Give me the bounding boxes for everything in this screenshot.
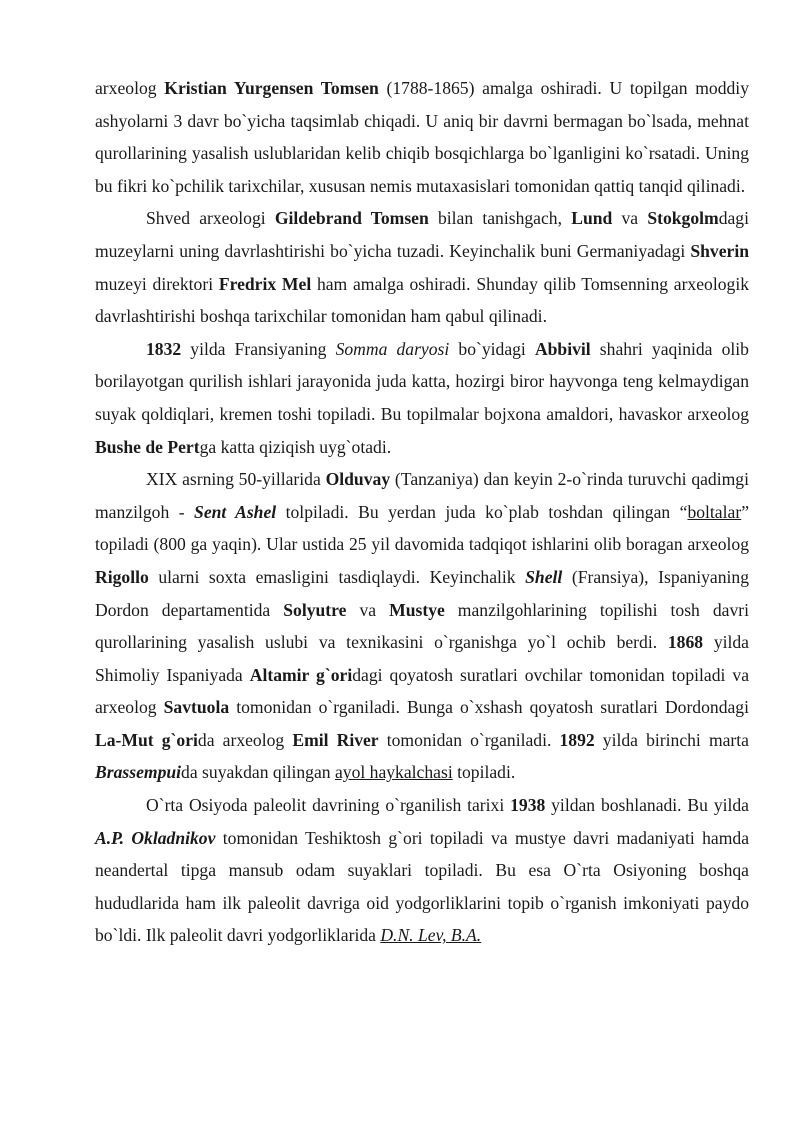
text-run: dagi qoyatosh suratlari ovchilar tomonidan topiladi va arxeolog xyxy=(95,664,750,718)
text-run: A.P. Okladnikov xyxy=(95,827,216,848)
text-run: Kristian Yurgensen Tomsen xyxy=(164,78,379,98)
text-run: dagi muzeylarni uning davrlashtirishi bo`yicha tuzadi. Keyinchalik buni Germaniyadagi xyxy=(95,208,749,261)
text-run: (Fransiya), Ispaniyaning Dordon departamentida xyxy=(95,566,749,620)
text-run: Abbivil xyxy=(534,338,591,359)
text-run: tomonidan Teshiktosh g`ori topiladi va mustye davri madaniyati hamda neandertal tipga mansub odam suyaklari topiladi. Bu esa O`rta Osiyoning boshqa hududlarida ham ilk paleolit davriga oid yodgorliklarini topib o`rganish imkoniyati paydo bo`ldi. Ilk paleolit davri yodgorliklarida xyxy=(95,827,750,946)
text-run: bilan tanishgach, xyxy=(428,208,572,229)
paragraph-3 xyxy=(95,333,749,463)
text-run: yilda Shimoliy Ispaniyada xyxy=(95,632,749,685)
text-run: arxeolog xyxy=(95,78,165,98)
text-run: O`rta Osiyoda paleolit davrining o`rganilish tarixi xyxy=(146,795,511,816)
text-run: shahri yaqinida olib borilayotgan qurilish ishlari jarayonida juda katta, hozirgi biror hayvonga teng kelmaydigan suyak qoldiqlari, kremen toshi topiladi. Bu topilmalar bojxona amaldori, havaskor arxeolog xyxy=(95,338,749,424)
text-run: Savtuola xyxy=(163,697,230,718)
text-run: tomonidan o`rganiladi. xyxy=(378,729,560,750)
text-run: ham amalga oshiradi. Shunday qilib Tomsenning arxeologik davrlashtirishi boshqa tarixchilar tomonidan ham qabul qilinadi. xyxy=(95,273,750,327)
text-run: yildan boshlanadi. Bu yilda xyxy=(545,795,749,816)
paragraph-4 xyxy=(95,463,749,789)
text-run: Somma daryosi xyxy=(335,338,450,359)
text-run: Rigollo xyxy=(95,566,149,587)
text-run: Solyutre xyxy=(283,599,347,620)
text-run: Brassempui xyxy=(95,762,182,783)
text-run: La-Mut g`ori xyxy=(95,729,198,750)
text-run: 1938 xyxy=(510,795,546,816)
text-run: 1892 xyxy=(559,729,595,750)
text-run: Sent Ashel xyxy=(194,501,277,522)
paragraph-5 xyxy=(95,789,749,952)
text-run: tolpiladi. Bu yerdan juda ko`plab toshdan qilingan “ xyxy=(276,501,688,522)
text-run: Olduvay xyxy=(325,469,391,490)
text-run: 1832 xyxy=(146,338,182,359)
text-run: Mustye xyxy=(389,599,445,620)
text-run: Emil River xyxy=(292,729,379,750)
paragraph-2 xyxy=(95,202,749,332)
text-run: da arxeolog xyxy=(197,729,293,750)
text-run: da suyakdan qilingan xyxy=(181,762,335,783)
text-run: tomonidan o`rganiladi. Bunga o`xshash qoyatosh suratlari Dordondagi xyxy=(229,697,749,718)
text-run: va xyxy=(346,599,390,620)
text-run: muzeyi direktori xyxy=(95,273,219,294)
text-run: bo`yidagi xyxy=(449,338,535,359)
text-run: ayol haykalchasi xyxy=(334,762,453,783)
text-run: XIX asrning 50-yillarida xyxy=(146,469,326,490)
text-run: manzilgohlarining topilishi tosh davri qurollarining yasalish uslubi va texnikasini o`rganishga yo`l ochib berdi. xyxy=(95,599,749,653)
paragraph-1 xyxy=(95,72,749,202)
text-run: ularni soxta emasligini tasdiqlaydi. Keyinchalik xyxy=(148,566,526,587)
text-run: yilda Fransiyaning xyxy=(181,338,336,359)
text-run: Gildebrand Tomsen xyxy=(274,208,429,229)
text-run: Shell xyxy=(525,566,563,587)
text-run: D.N. Lev, B.A. xyxy=(380,925,482,946)
text-run: Lund xyxy=(571,208,613,229)
text-run: 1868 xyxy=(667,632,704,653)
text-run: Shverin xyxy=(690,240,749,261)
text-run: va xyxy=(612,208,648,229)
text-run: (Tanzaniya) dan keyin 2-o`rinda turuvchi qadimgi manzilgoh - xyxy=(95,469,749,522)
text-run: topiladi. xyxy=(452,762,516,783)
text-run: Bushe de Pert xyxy=(95,436,200,457)
text-run: ” topiladi (800 ga yaqin). Ular ustida 25 yil davomida tadqiqot ishlarini olib boragan arxeolog xyxy=(95,501,749,555)
text-run: boltalar xyxy=(687,501,742,522)
text-run: yilda birinchi marta xyxy=(594,729,749,750)
text-run: Shved arxeologi xyxy=(146,208,275,229)
text-run: (1788-1865) amalga oshiradi. U topilgan moddiy ashyolarni 3 davr bo`yicha taqsimlab chiqadi. U aniq bir davrni bermagan bo`lsada, mehnat qurollarining yasalish uslublaridan kelib chiqib bosqichlarga bo`lganligini ko`rsatadi. Uning bu fikri ko`pchilik tarixchilar, xususan nemis mutaxasislari tomonidan qattiq tanqid qilinadi. xyxy=(95,78,749,196)
text-run: Stokgolm xyxy=(647,208,719,229)
text-run: Fredrix Mel xyxy=(218,273,312,294)
text-run: ga katta qiziqish uyg`otadi. xyxy=(199,436,392,457)
text-run: Altamir g`ori xyxy=(249,664,353,685)
